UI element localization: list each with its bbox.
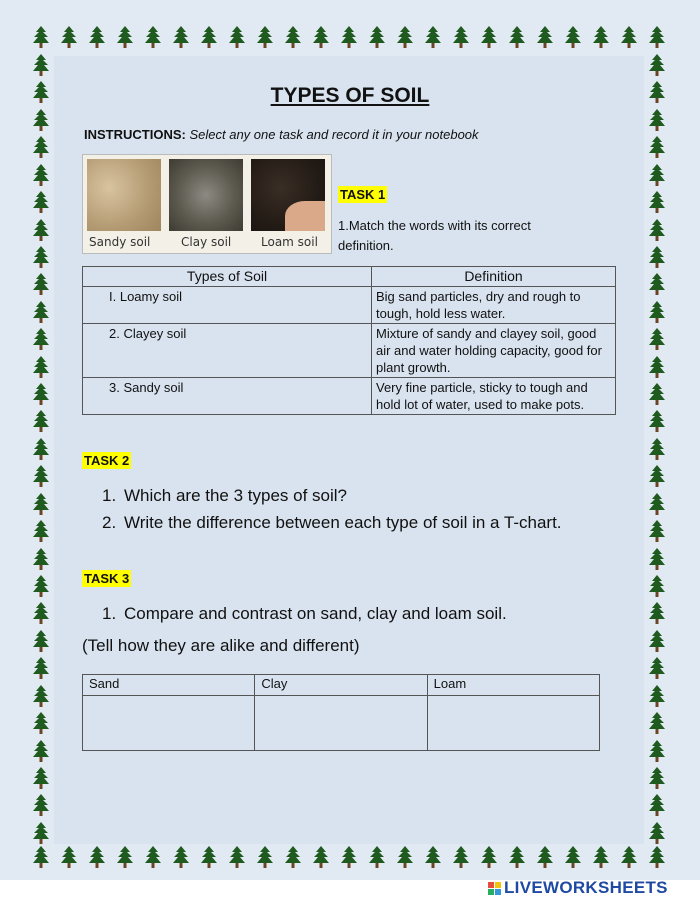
pine-tree-icon xyxy=(648,685,666,707)
pine-tree-icon xyxy=(508,26,526,48)
pine-tree-icon xyxy=(648,548,666,570)
pine-tree-icon xyxy=(256,26,274,48)
list-item xyxy=(102,482,582,509)
pine-tree-icon xyxy=(32,410,50,432)
pine-tree-icon xyxy=(648,410,666,432)
pine-tree-icon xyxy=(396,26,414,48)
pine-tree-icon xyxy=(340,846,358,868)
pine-tree-icon xyxy=(648,575,666,597)
pine-tree-icon xyxy=(88,26,106,48)
pine-tree-icon xyxy=(32,219,50,241)
pine-tree-icon xyxy=(32,685,50,707)
task2-list xyxy=(102,482,582,536)
sandy-soil-image xyxy=(87,159,161,231)
task2-label: TASK 2 xyxy=(84,453,130,468)
list-number: 1. xyxy=(102,604,117,623)
pine-tree-icon xyxy=(144,26,162,48)
soil-definition-cell: Mixture of sandy and clayey soil, good air and water holding capacity, good for plant growth. xyxy=(372,324,616,378)
tree-border-top xyxy=(32,26,666,48)
pine-tree-icon xyxy=(648,794,666,816)
pine-tree-icon xyxy=(312,26,330,48)
list-number: 2. xyxy=(102,513,117,532)
pine-tree-icon xyxy=(32,822,50,844)
pine-tree-icon xyxy=(32,794,50,816)
pine-tree-icon xyxy=(648,846,666,868)
compare-header-clay: Clay xyxy=(255,675,427,696)
pine-tree-icon xyxy=(648,438,666,460)
pine-tree-icon xyxy=(228,846,246,868)
pine-tree-icon xyxy=(648,822,666,844)
instructions xyxy=(84,127,479,142)
pine-tree-icon xyxy=(592,26,610,48)
tree-border-right xyxy=(648,54,666,844)
pine-tree-icon xyxy=(536,26,554,48)
pine-tree-icon xyxy=(200,26,218,48)
pine-tree-icon xyxy=(480,846,498,868)
pine-tree-icon xyxy=(620,26,638,48)
pine-tree-icon xyxy=(32,712,50,734)
pine-tree-icon xyxy=(284,846,302,868)
soil-type-cell: 3. Sandy soil xyxy=(83,378,372,415)
pine-tree-icon xyxy=(60,846,78,868)
pine-tree-icon xyxy=(116,846,134,868)
pine-tree-icon xyxy=(32,630,50,652)
brand-text: LIVEWORKSHEETS xyxy=(504,878,668,897)
clay-soil-image xyxy=(169,159,243,231)
table-header-row xyxy=(83,267,616,287)
pine-tree-icon xyxy=(32,328,50,350)
pine-tree-icon xyxy=(648,191,666,213)
soil-definition-cell: Very fine particle, sticky to tough and hold lot of water, used to make pots. xyxy=(372,378,616,415)
logo-grid-icon xyxy=(488,882,501,895)
pine-tree-icon xyxy=(480,26,498,48)
task3-list xyxy=(102,600,602,627)
pine-tree-icon xyxy=(564,846,582,868)
pine-tree-icon xyxy=(32,273,50,295)
photo-label-loam: Loam soil xyxy=(261,235,318,249)
pine-tree-icon xyxy=(592,846,610,868)
task1-label: TASK 1 xyxy=(340,187,386,202)
pine-tree-icon xyxy=(32,54,50,76)
pine-tree-icon xyxy=(32,657,50,679)
pine-tree-icon xyxy=(60,26,78,48)
pine-tree-icon xyxy=(564,26,582,48)
pine-tree-icon xyxy=(32,81,50,103)
pine-tree-icon xyxy=(508,846,526,868)
pine-tree-icon xyxy=(32,246,50,268)
pine-tree-icon xyxy=(648,164,666,186)
pine-tree-icon xyxy=(340,26,358,48)
answer-cell-clay[interactable] xyxy=(255,696,427,751)
pine-tree-icon xyxy=(648,602,666,624)
pine-tree-icon xyxy=(32,356,50,378)
pine-tree-icon xyxy=(32,301,50,323)
pine-tree-icon xyxy=(116,26,134,48)
pine-tree-icon xyxy=(32,575,50,597)
pine-tree-icon xyxy=(648,657,666,679)
list-item xyxy=(102,600,602,627)
pine-tree-icon xyxy=(648,219,666,241)
pine-tree-icon xyxy=(32,767,50,789)
pine-tree-icon xyxy=(368,26,386,48)
pine-tree-icon xyxy=(32,383,50,405)
list-text: Write the difference between each type of soil in a T-chart. xyxy=(124,513,562,532)
pine-tree-icon xyxy=(648,712,666,734)
answer-cell-sand[interactable] xyxy=(83,696,255,751)
pine-tree-icon xyxy=(648,465,666,487)
pine-tree-icon xyxy=(32,164,50,186)
pine-tree-icon xyxy=(32,26,50,48)
pine-tree-icon xyxy=(648,109,666,131)
page-title: TYPES OF SOIL xyxy=(270,84,430,107)
task3-label: TASK 3 xyxy=(84,571,130,586)
pine-tree-icon xyxy=(648,740,666,762)
pine-tree-icon xyxy=(144,846,162,868)
soil-definition-table xyxy=(82,266,616,415)
table-row xyxy=(83,324,616,378)
pine-tree-icon xyxy=(648,767,666,789)
list-text: Compare and contrast on sand, clay and loam soil. xyxy=(124,604,507,623)
pine-tree-icon xyxy=(32,548,50,570)
pine-tree-icon xyxy=(648,26,666,48)
list-number: 1. xyxy=(102,486,117,505)
pine-tree-icon xyxy=(200,846,218,868)
instructions-label: INSTRUCTIONS: xyxy=(84,127,186,142)
pine-tree-icon xyxy=(32,465,50,487)
pine-tree-icon xyxy=(312,846,330,868)
compare-answer-row xyxy=(83,696,600,751)
table-row xyxy=(83,378,616,415)
soil-type-cell: I. Loamy soil xyxy=(83,287,372,324)
pine-tree-icon xyxy=(228,26,246,48)
pine-tree-icon xyxy=(648,81,666,103)
pine-tree-icon xyxy=(452,26,470,48)
soil-photo-strip xyxy=(82,154,332,254)
list-item xyxy=(102,509,582,536)
table-row xyxy=(83,287,616,324)
pine-tree-icon xyxy=(648,301,666,323)
table-header-types: Types of Soil xyxy=(83,267,372,287)
pine-tree-icon xyxy=(452,846,470,868)
pine-tree-icon xyxy=(88,846,106,868)
loam-soil-image xyxy=(251,159,325,231)
soil-type-cell: 2. Clayey soil xyxy=(83,324,372,378)
pine-tree-icon xyxy=(648,246,666,268)
table-header-definition: Definition xyxy=(372,267,616,287)
pine-tree-icon xyxy=(648,493,666,515)
pine-tree-icon xyxy=(32,191,50,213)
list-text: Which are the 3 types of soil? xyxy=(124,486,348,505)
pine-tree-icon xyxy=(424,26,442,48)
compare-header-loam: Loam xyxy=(427,675,599,696)
pine-tree-icon xyxy=(172,26,190,48)
pine-tree-icon xyxy=(648,630,666,652)
soil-definition-cell: Big sand particles, dry and rough to tough, hold less water. xyxy=(372,287,616,324)
pine-tree-icon xyxy=(368,846,386,868)
task3-note: (Tell how they are alike and different) xyxy=(82,636,360,655)
pine-tree-icon xyxy=(648,136,666,158)
pine-tree-icon xyxy=(256,846,274,868)
pine-tree-icon xyxy=(424,846,442,868)
pine-tree-icon xyxy=(396,846,414,868)
pine-tree-icon xyxy=(172,846,190,868)
pine-tree-icon xyxy=(284,26,302,48)
instructions-text: Select any one task and record it in your notebook xyxy=(189,127,479,142)
pine-tree-icon xyxy=(32,109,50,131)
compare-header-sand: Sand xyxy=(83,675,255,696)
pine-tree-icon xyxy=(648,328,666,350)
compare-header-row xyxy=(83,675,600,696)
answer-cell-loam[interactable] xyxy=(427,696,599,751)
pine-tree-icon xyxy=(620,846,638,868)
pine-tree-icon xyxy=(648,273,666,295)
pine-tree-icon xyxy=(32,740,50,762)
pine-tree-icon xyxy=(648,356,666,378)
pine-tree-icon xyxy=(32,602,50,624)
pine-tree-icon xyxy=(648,383,666,405)
pine-tree-icon xyxy=(32,493,50,515)
pine-tree-icon xyxy=(648,54,666,76)
pine-tree-icon xyxy=(32,846,50,868)
tree-border-bottom xyxy=(32,846,666,868)
tree-border-left xyxy=(32,54,50,844)
compare-table xyxy=(82,674,600,751)
pine-tree-icon xyxy=(536,846,554,868)
pine-tree-icon xyxy=(32,438,50,460)
photo-label-clay: Clay soil xyxy=(181,235,232,249)
liveworksheets-logo[interactable] xyxy=(488,878,668,898)
pine-tree-icon xyxy=(32,136,50,158)
task1-text: 1.Match the words with its correct definition. xyxy=(338,218,531,253)
photo-label-sandy: Sandy soil xyxy=(89,235,151,249)
pine-tree-icon xyxy=(648,520,666,542)
pine-tree-icon xyxy=(32,520,50,542)
